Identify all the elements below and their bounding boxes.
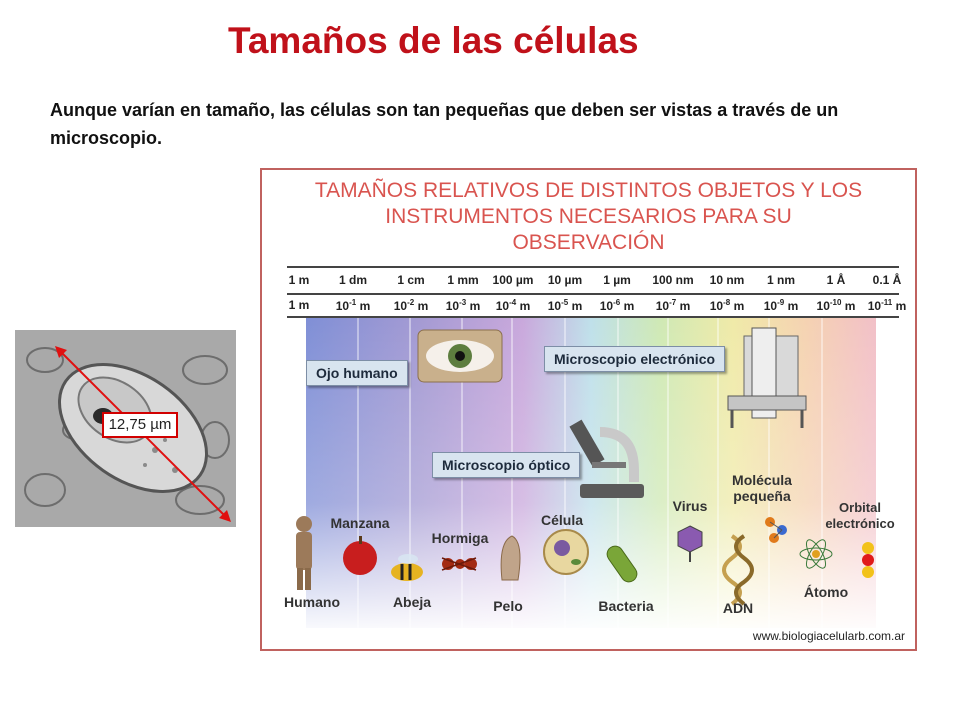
- scale-power: $10^{-2}$ m: [393, 298, 429, 313]
- scale-unit: 0.1 Å: [872, 273, 902, 287]
- scale-power: $10^{-6}$ m: [599, 298, 635, 313]
- label-manzana: Manzana: [330, 515, 390, 531]
- scale-unit: 1 dm: [338, 273, 368, 287]
- eye-label: Ojo humano: [306, 360, 408, 386]
- scale-rule-middle: [287, 293, 899, 295]
- label-adn: ADN: [722, 600, 754, 616]
- label-bacteria: Bacteria: [598, 598, 654, 614]
- figure-title-line: OBSERVACIÓN: [512, 231, 665, 254]
- orbital-icon: [862, 542, 874, 578]
- label-pelo: Pelo: [493, 598, 523, 614]
- label-humano: Humano: [284, 594, 340, 610]
- scale-power: $10^{-4}$ m: [495, 298, 531, 313]
- electron-microscope-label: Microscopio electrónico: [544, 346, 725, 372]
- label-atomo: Átomo: [803, 584, 849, 600]
- scale-power: $10^{-8}$ m: [709, 298, 745, 313]
- scale-powers-row: [287, 298, 907, 316]
- scale-unit: 1 m: [288, 273, 310, 287]
- size-scale-figure: [260, 168, 917, 651]
- label-celula: Célula: [540, 512, 584, 528]
- scale-rule-top: [287, 266, 899, 268]
- human-icon: [296, 516, 312, 590]
- scale-rule-bottom: [287, 316, 899, 318]
- scale-unit: 100 µm: [492, 273, 534, 287]
- label-virus: Virus: [672, 498, 708, 514]
- intro-text: Aunque varían en tamaño, las células son tan pequeñas que deben ser vistas a través de un microscopio.: [50, 100, 839, 148]
- figure-title-line: TAMAÑOS RELATIVOS DE DISTINTOS OBJETOS Y LOS: [314, 179, 863, 202]
- scale-power: $10^{-7}$ m: [655, 298, 691, 313]
- ant-icon: [442, 558, 477, 570]
- scale-power: $10^{-1}$ m: [335, 298, 371, 313]
- source-credit: www.biologiacelularb.com.ar: [752, 629, 905, 643]
- scale-unit: 1 µm: [603, 273, 631, 287]
- optical-microscope-label: Microscopio óptico: [432, 452, 580, 478]
- scale-unit: 1 mm: [447, 273, 479, 287]
- eye-icon: [418, 330, 502, 382]
- figure-title: [262, 178, 915, 256]
- label-molecula: Molécula pequeña: [732, 472, 792, 504]
- scale-power: $10^{-10}$ m: [816, 298, 856, 313]
- label-orbital: Orbital electrónico: [825, 500, 895, 531]
- scale-power: 1 m: [288, 298, 310, 312]
- label-hormiga: Hormiga: [431, 530, 489, 546]
- scale-unit: 10 nm: [709, 273, 745, 287]
- slide-title: Tamaños de las células: [228, 20, 639, 61]
- scale-power: $10^{-11}$ m: [867, 298, 907, 313]
- label-abeja: Abeja: [392, 594, 432, 610]
- scale-power: $10^{-3}$ m: [445, 298, 481, 313]
- scale-units-row: [287, 273, 902, 291]
- scale-unit: 1 cm: [397, 273, 425, 287]
- cell-icon: [544, 530, 588, 574]
- scale-power: $10^{-5}$ m: [547, 298, 583, 313]
- scale-power: $10^{-9}$ m: [763, 298, 799, 313]
- measurement-label: 12,75 µm: [102, 412, 178, 438]
- scale-unit: 1 nm: [766, 273, 796, 287]
- scale-unit: 10 µm: [547, 273, 583, 287]
- scale-unit: 100 nm: [652, 273, 694, 287]
- scale-unit: 1 Å: [826, 273, 846, 287]
- cell-micrograph: [15, 330, 236, 527]
- figure-title-line: INSTRUMENTOS NECESARIOS PARA SU: [385, 205, 792, 228]
